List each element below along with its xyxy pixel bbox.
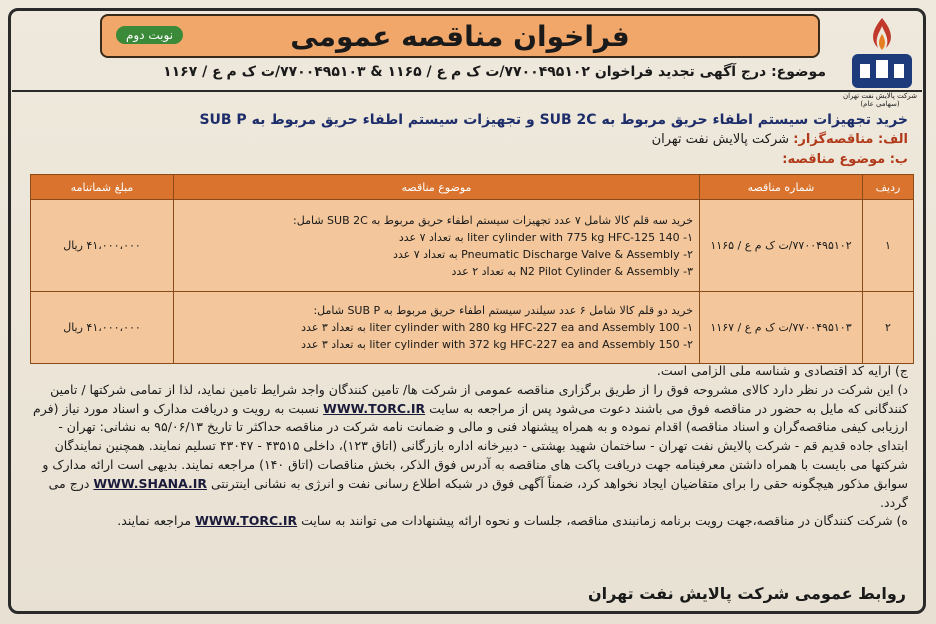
notice-title: فراخوان مناقصه عمومی bbox=[290, 20, 630, 53]
logo-caption: شرکت پالایش نفت تهران (سهامی عام) bbox=[842, 92, 918, 108]
tender-giver-label: الف: مناقصه‌گزار: bbox=[793, 132, 908, 147]
tender-number: ۷۷۰۰۴۹۵۱۰۲/ت ک م ع / ۱۱۶۵ bbox=[700, 200, 863, 292]
table-row bbox=[31, 292, 914, 364]
paragraph-d-intro: د) این شرکت در نظر دارد کالای مشروحه فوق را از طریق برگزاری مناقصه عمومی از شرکت ها/ تامین کنندگان واجد شرایط تامین نماید، لذا از تمامی شرکتها / تامین کنندگانی که مایل به حضور در مناقصه فوق می باشند دعوت می‌شود پس از مراجعه به سایت bbox=[50, 381, 908, 416]
description-line: خرید سه قلم کالا شامل ۷ عدد تجهیزات سیستم اطفاء حریق مربوط به SUB 2C شامل: bbox=[293, 213, 693, 227]
tender-subject-line bbox=[28, 152, 908, 167]
header-tender-subject: موضوع مناقصه bbox=[174, 175, 700, 200]
tender-description bbox=[174, 200, 700, 292]
torc-link-2[interactable]: WWW.TORC.IR bbox=[195, 513, 298, 529]
description-line: خرید دو قلم کالا شامل ۶ عدد سیلندر سیستم اطفاء حریق مربوط به SUB P شامل: bbox=[313, 304, 693, 317]
header-guarantee-amount: مبلغ شماتنامه bbox=[31, 175, 174, 200]
tender-subject-label: ب: موضوع مناقصه: bbox=[782, 152, 908, 167]
row-number: ۱ bbox=[863, 200, 914, 292]
tender-giver-value: شرکت پالایش نفت تهران bbox=[651, 132, 790, 147]
paragraph-e-intro: ه) شرکت کنندگان در مناقصه،جهت رویت برنامه زمانبندی مناقصه، جلسات و نحوه ارائه پیشنهادات می توانند به سایت bbox=[301, 513, 908, 529]
description-line: ۲- 150 liter cylinder with 372 kg HFC-227 ea and Assembly به تعداد ۳ عدد bbox=[301, 338, 693, 351]
public-relations-signature: روابط عمومی شرکت پالایش نفت تهران bbox=[587, 584, 906, 603]
divider bbox=[12, 90, 922, 92]
tender-table bbox=[30, 174, 914, 364]
paragraph-d-details: نسبت به رویت و دریافت مدارک و اسناد مورد نیاز (فرم ارزیابی کیفی مناقصه‌گران و اسناد مناقصه) اقدام نموده و به همراه پیشنهاد فنی و مالی و ضمانت نامه شرکت در مناقصه حداکثر تا تاریخ ۹۵/۰۶/۱۳ به نشانی: تهران - ابتدای جاده قدیم قم - شرکت پالایش نفت تهران - ساختمان شهید بهشتی - دبیرخانه اداره بازرگانی (اتاق ۱۲۳)، داخلی ۴۳۵۱۵ - ۴۳۰۴۷ تسلیم نمایند. همچنین نمایندگان شرکتها می بایست با همراه داشتن معرفینامه جهت دریافت پاکت های مناقصه به آدرس فوق الذکر، بخش مناقصات (اتاق ۱۴۰) مراجعه نمایند. بدیهی است ارائه مدارک و سوابق مذکور هیچگونه حقی را برای متقاضیان ایجاد نخواهد کرد، ضمناً آگهی فوق در شبکه اطلاع رسانی نفت و انرژی به نشانی اینترنتی bbox=[33, 400, 908, 491]
tender-heading: خرید تجهیزات سیستم اطفاء حریق مربوط به SUB 2C و تجهیزات سیستم اطفاء حریق مربوط به SUB P bbox=[199, 112, 908, 128]
tender-number: ۷۷۰۰۴۹۵۱۰۳/ت ک م ع / ۱۱۶۷ bbox=[700, 292, 863, 364]
header-row-number: ردیف bbox=[863, 175, 914, 200]
tender-giver-line bbox=[28, 132, 908, 147]
description-line: ۳- N2 Pilot Cylinder & Assembly به تعداد ۲ عدد bbox=[451, 264, 693, 278]
guarantee-amount: ۴۱،۰۰۰،۰۰۰ ریال bbox=[31, 292, 174, 364]
description-line: ۱- 100 liter cylinder with 280 kg HFC-227 ea and Assembly به تعداد ۳ عدد bbox=[301, 321, 693, 334]
notice-subject: موضوع: درج آگهی تجدید فراخوان ۷۷۰۰۴۹۵۱۰۲/ت ک م ع / ۱۱۶۵ & ۷۷۰۰۴۹۵۱۰۳/ت ک م ع / ۱۱۶۷ bbox=[163, 64, 826, 80]
round-badge: نوبت دوم bbox=[116, 26, 183, 44]
row-number: ۲ bbox=[863, 292, 914, 364]
table-row bbox=[31, 200, 914, 292]
header-tender-number: شماره مناقصه bbox=[700, 175, 863, 200]
torc-link[interactable]: WWW.TORC.IR bbox=[323, 400, 426, 416]
guarantee-amount: ۴۱،۰۰۰،۰۰۰ ریال bbox=[31, 200, 174, 292]
paragraph-d bbox=[28, 381, 908, 513]
paragraph-j: ج) ارایه کد اقتصادی و شناسه ملی الزامی است. bbox=[656, 363, 908, 378]
paragraph-e-end: مراجعه نمایند. bbox=[117, 513, 192, 529]
table-header-row bbox=[31, 175, 914, 200]
tender-description bbox=[174, 292, 700, 364]
description-line: ۱- 140 liter cylinder with 775 kg HFC-125 به تعداد ۷ عدد bbox=[398, 230, 693, 244]
description-line: ۲- Pneumatic Discharge Valve & Assembly به تعداد ۷ عدد bbox=[392, 247, 693, 261]
title-bar bbox=[100, 14, 820, 58]
nioc-logo-icon bbox=[840, 12, 924, 98]
shana-link[interactable]: WWW.SHANA.IR bbox=[93, 475, 208, 491]
paragraph-d-end: درج می گردد. bbox=[48, 475, 908, 510]
notice-body bbox=[28, 362, 908, 531]
paragraph-e bbox=[28, 512, 908, 531]
